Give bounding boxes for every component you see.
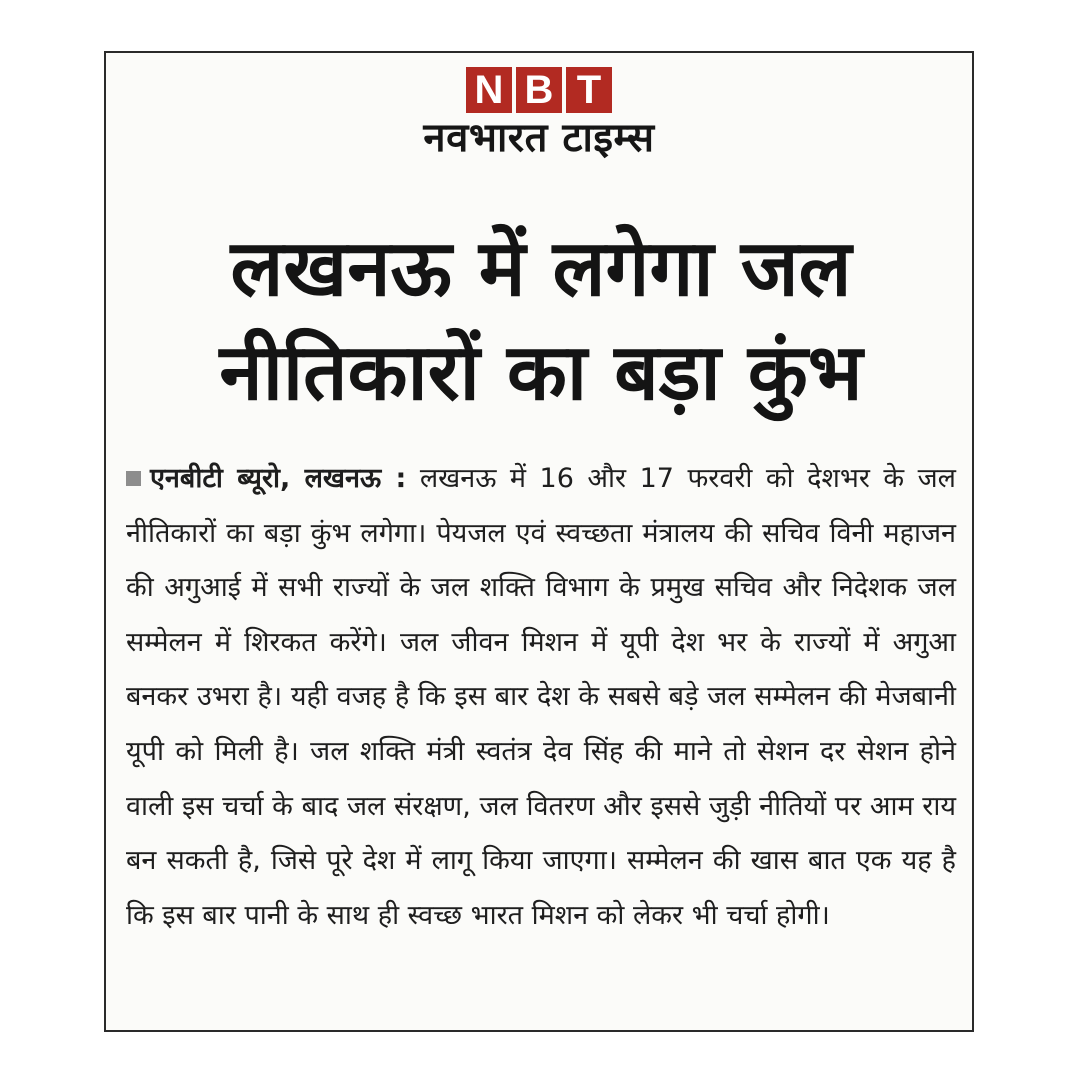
nbt-logo: [466, 67, 612, 113]
article-text: लखनऊ में 16 और 17 फरवरी को देशभर के जल नीतिकारों का बड़ा कुंभ लगेगा। पेयजल एवं स्वच्छता मंत्रालय की सचिव विनी महाजन की अगुआई में सभी राज्यों के जल शक्ति विभाग के प्रमुख सचिव और निदेशक जल सम्मेलन में शिरकत करेंगे। जल जीवन मिशन में यूपी देश भर के राज्यों में अगुआ बनकर उभरा है। यही वजह है कि इस बार देश के सबसे बड़े जल सम्मेलन की मेजबानी यूपी को मिली है। जल शक्ति मंत्री स्वतंत्र देव सिंह की माने तो सेशन दर सेशन होने वाली इस चर्चा के बाद जल संरक्षण, जल वितरण और इससे जुड़ी नीतियों पर आम राय बन सकती है, जिसे पूरे देश में लागू किया जाएगा। सम्मेलन की खास बात एक यह है कि इस बार पानी के साथ ही स्वच्छ भारत मिशन को लेकर भी चर्चा होगी।: [126, 463, 956, 931]
dateline: एनबीटी ब्यूरो, लखनऊ :: [150, 463, 407, 494]
logo-letter-b: B: [516, 67, 562, 113]
logo-letter-n: N: [466, 67, 512, 113]
logo-letter-t: T: [566, 67, 612, 113]
newspaper-clipping: [104, 51, 974, 1032]
paper-name: नवभारत टाइम्स: [423, 115, 655, 161]
masthead: [106, 67, 972, 161]
headline: लखनऊ में लगेगा जल नीतिकारों का बड़ा कुंभ: [219, 224, 863, 418]
bullet-square-icon: [126, 471, 141, 486]
article-body: [126, 452, 956, 943]
